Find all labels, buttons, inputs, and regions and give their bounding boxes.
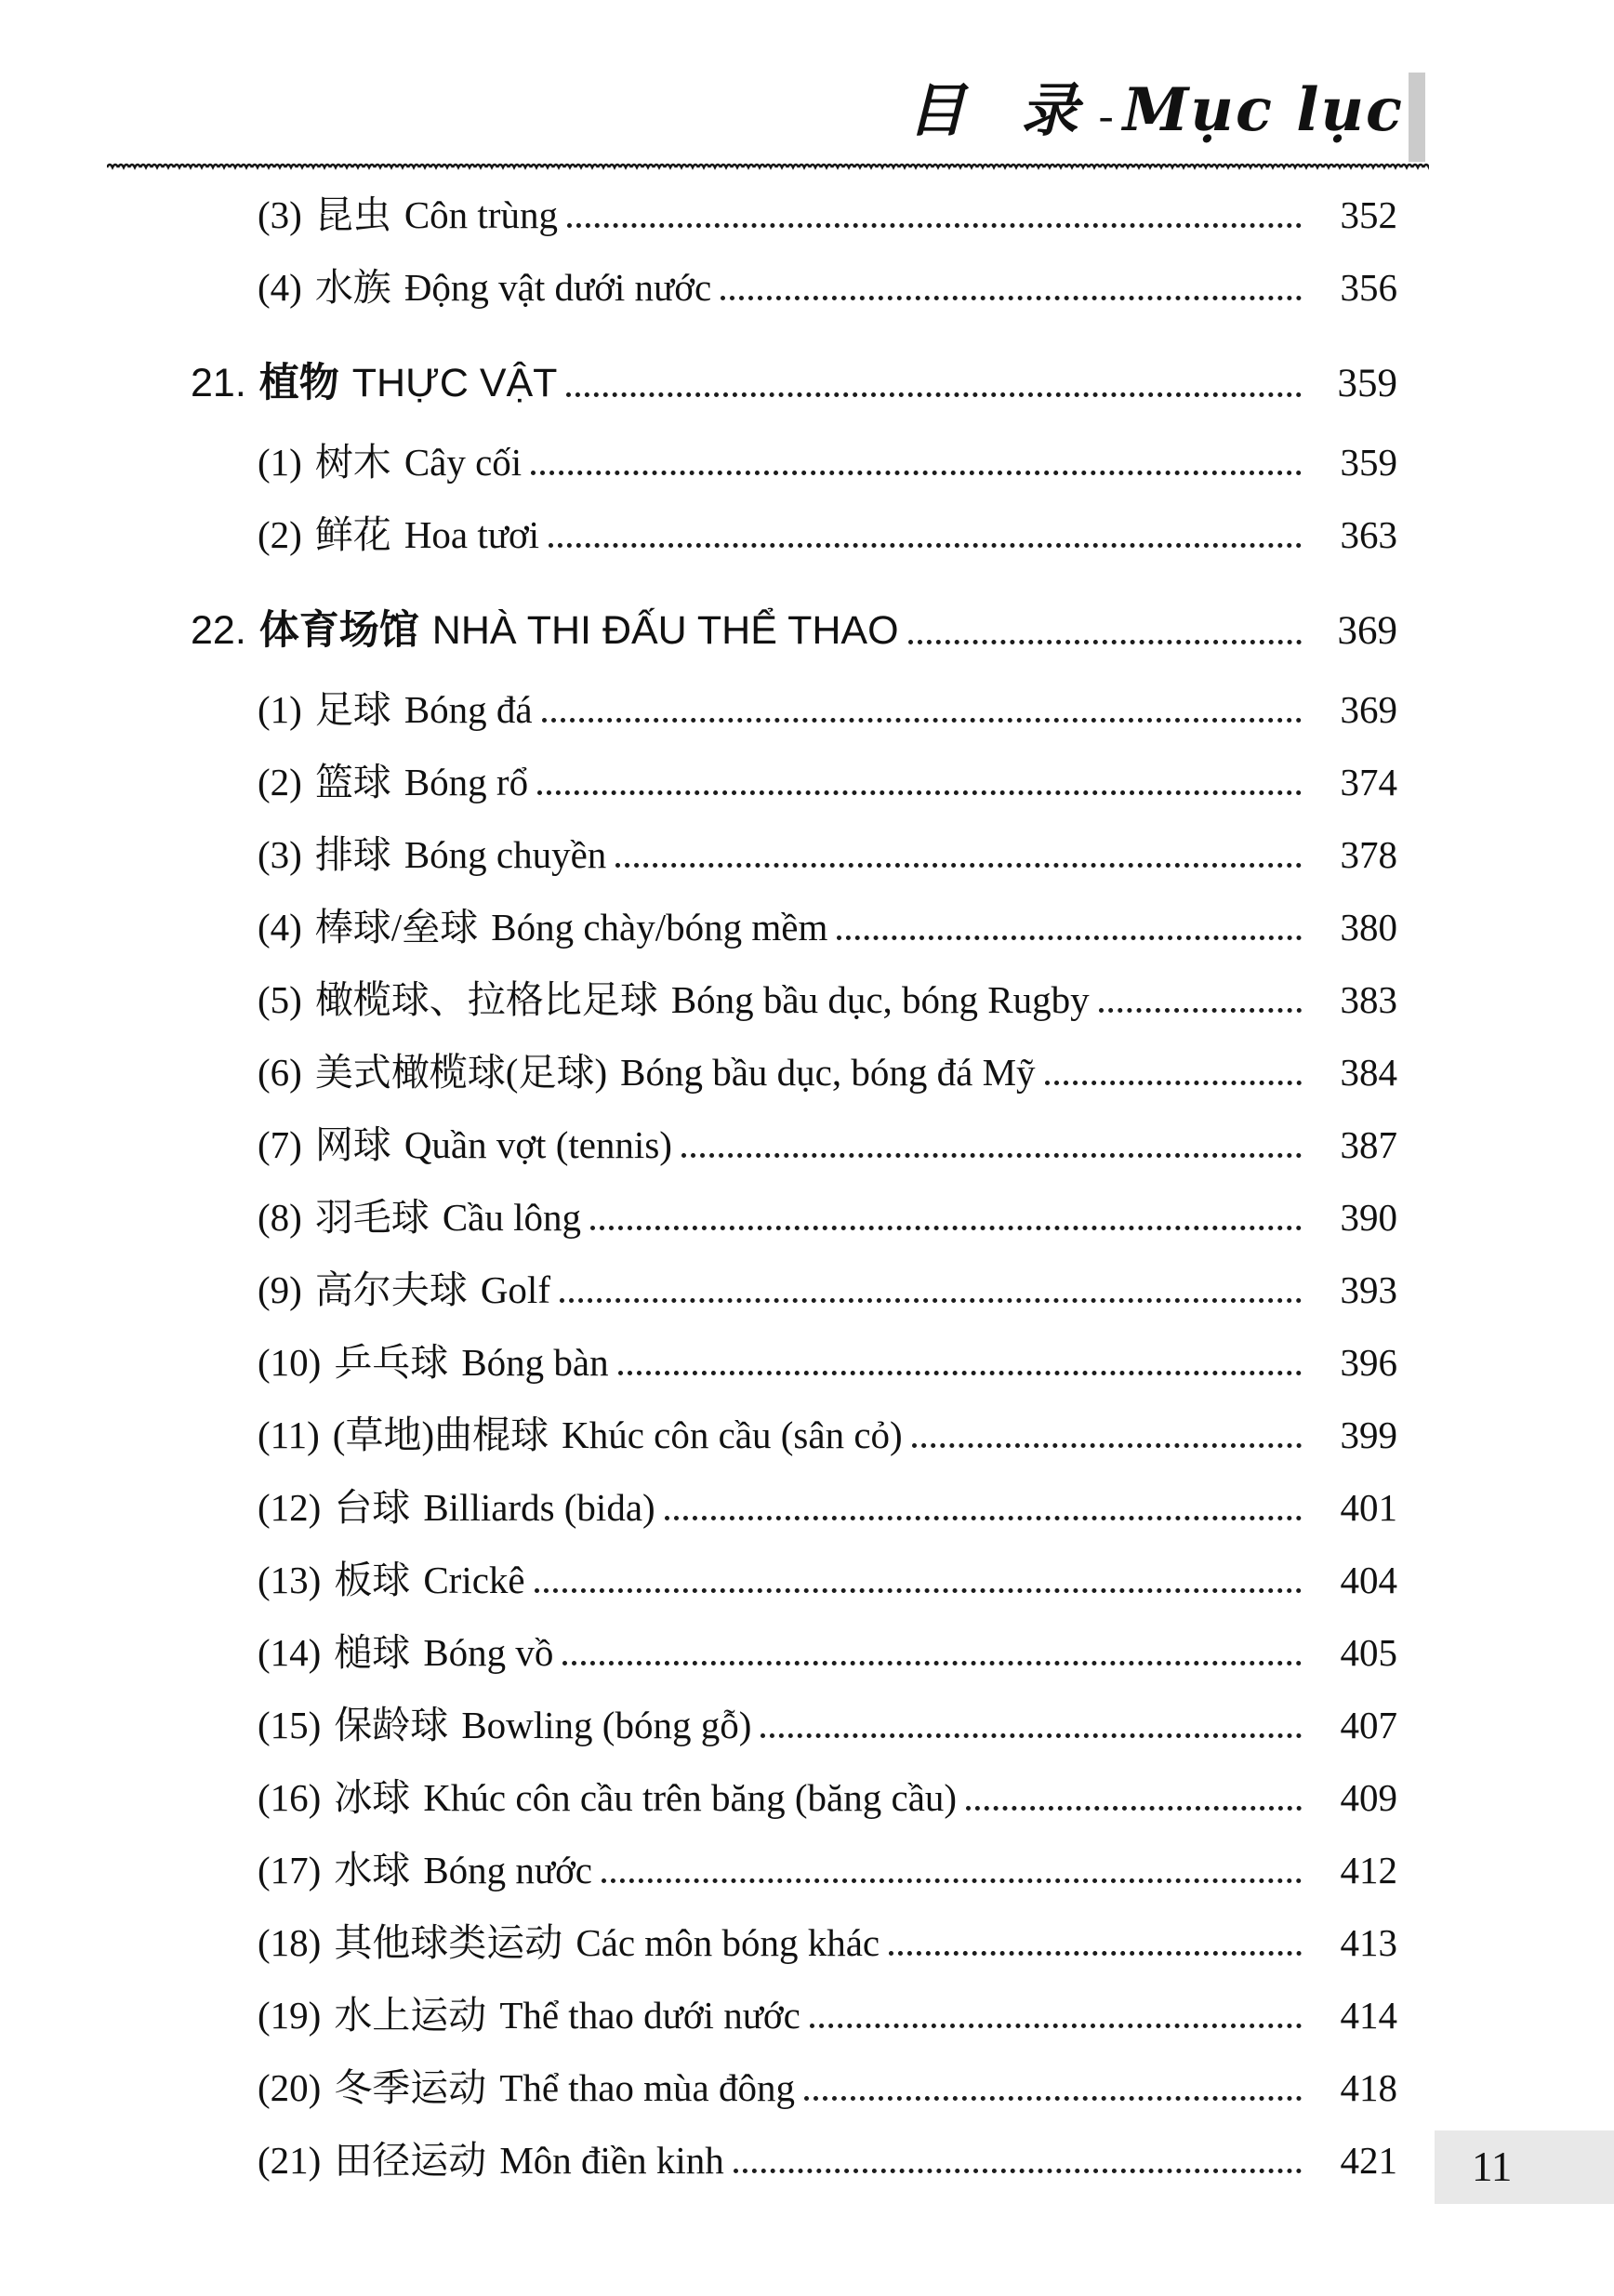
entry-vietnamese-label: Hoa tươi xyxy=(404,513,540,556)
entry-number: (5) xyxy=(258,978,302,1021)
entry-page-number: 378 xyxy=(1340,833,1397,876)
entry-number: (11) xyxy=(258,1413,320,1456)
page-number-box xyxy=(1435,2130,1614,2204)
entry-number: (1) xyxy=(258,688,302,731)
entry-chinese-label: 体育场馆 xyxy=(258,608,419,653)
toc-item-row xyxy=(191,179,1397,251)
toc-item-row xyxy=(191,1108,1397,1181)
toc-item-row xyxy=(191,1036,1397,1108)
toc-item-row xyxy=(191,1254,1397,1326)
entry-chinese-label: 台球 xyxy=(334,1486,411,1529)
entry-number: (10) xyxy=(258,1341,322,1384)
entry-chinese-label: (草地)曲棍球 xyxy=(332,1413,549,1456)
toc-item-row xyxy=(191,818,1397,891)
dot-leader xyxy=(1099,1008,1302,1013)
toc-item-row xyxy=(191,1544,1397,1616)
dot-leader xyxy=(560,1298,1302,1303)
toc-item-row xyxy=(191,1689,1397,1761)
entry-chinese-label: 橄榄球、拉格比足球 xyxy=(314,978,658,1021)
toc-item-row xyxy=(191,1979,1397,2051)
entry-chinese-label: 排球 xyxy=(314,833,391,876)
entry-page-number: 412 xyxy=(1340,1849,1397,1891)
dot-leader xyxy=(531,471,1302,475)
page-number: 11 xyxy=(1472,2143,1513,2190)
entry-vietnamese-label: Môn điền kinh xyxy=(499,2139,724,2182)
entry-number: (3) xyxy=(258,833,302,876)
title-separator: - xyxy=(1098,91,1114,140)
entry-vietnamese-label: Bóng rổ xyxy=(404,761,529,803)
entry-number: 21. xyxy=(191,361,246,405)
entry-number: (14) xyxy=(258,1631,322,1674)
entry-chinese-label: 植物 xyxy=(258,361,339,405)
entry-number: (2) xyxy=(258,761,302,803)
entry-page-number: 359 xyxy=(1337,362,1397,405)
entry-page-number: 396 xyxy=(1340,1341,1397,1384)
entry-vietnamese-label: THỰC VẬT xyxy=(351,361,558,405)
entry-page-number: 413 xyxy=(1340,1921,1397,1964)
entry-vietnamese-label: Bóng chuyền xyxy=(404,833,607,876)
entry-page-number: 390 xyxy=(1340,1196,1397,1239)
dot-leader xyxy=(618,1371,1302,1375)
entry-chinese-label: 棒球/垒球 xyxy=(314,906,479,949)
entry-page-number: 369 xyxy=(1337,609,1397,653)
entry-chinese-label: 羽毛球 xyxy=(314,1196,430,1239)
entry-vietnamese-label: Động vật dưới nước xyxy=(404,266,712,309)
dot-leader xyxy=(566,392,1302,397)
entry-vietnamese-label: Khúc côn cầu (sân cỏ) xyxy=(562,1413,903,1456)
entry-number: (8) xyxy=(258,1196,302,1239)
entry-chinese-label: 槌球 xyxy=(334,1631,411,1674)
entry-page-number: 356 xyxy=(1340,266,1397,309)
dot-leader xyxy=(537,790,1302,795)
entry-page-number: 405 xyxy=(1340,1631,1397,1674)
entry-page-number: 384 xyxy=(1340,1051,1397,1094)
entry-page-number: 407 xyxy=(1340,1704,1397,1746)
dot-leader xyxy=(761,1733,1302,1738)
toc-item-row xyxy=(191,1834,1397,1906)
entry-vietnamese-label: Billiards (bida) xyxy=(423,1486,655,1529)
entry-vietnamese-label: Bóng nước xyxy=(423,1849,593,1891)
title-chinese: 目 录 xyxy=(907,80,1099,143)
dot-leader xyxy=(721,296,1302,300)
entry-number: (17) xyxy=(258,1849,322,1891)
entry-number: (4) xyxy=(258,266,302,309)
entry-chinese-label: 昆虫 xyxy=(314,193,391,236)
dot-leader xyxy=(810,2024,1302,2028)
entry-chinese-label: 足球 xyxy=(314,688,391,731)
dot-leader xyxy=(602,1878,1302,1883)
toc-item-row xyxy=(191,1616,1397,1689)
entry-vietnamese-label: Các môn bóng khác xyxy=(575,1921,880,1964)
entry-number: (13) xyxy=(258,1559,322,1601)
entry-number: (3) xyxy=(258,193,302,236)
toc-item-row xyxy=(191,1761,1397,1834)
entry-number: (1) xyxy=(258,441,302,484)
entry-number: (16) xyxy=(258,1776,322,1819)
entry-chinese-label: 美式橄榄球(足球) xyxy=(314,1051,608,1094)
entry-page-number: 369 xyxy=(1340,688,1397,731)
toc-item-row xyxy=(191,891,1397,963)
entry-chinese-label: 水族 xyxy=(314,266,391,309)
toc-item-row xyxy=(191,1906,1397,1979)
title-vietnamese: Mục lục xyxy=(1122,75,1404,145)
toc-item-row xyxy=(191,1399,1397,1471)
entry-chinese-label: 保龄球 xyxy=(334,1704,449,1746)
entry-vietnamese-label: Cầu lông xyxy=(442,1196,581,1239)
entry-page-number: 387 xyxy=(1340,1123,1397,1166)
entry-page-number: 401 xyxy=(1340,1486,1397,1529)
entry-page-number: 421 xyxy=(1340,2139,1397,2182)
entry-number: (4) xyxy=(258,906,302,949)
dot-leader xyxy=(734,2169,1302,2173)
wavy-rule-graphic xyxy=(107,161,1429,170)
entry-chinese-label: 板球 xyxy=(334,1559,411,1601)
toc-heading-row xyxy=(191,588,1397,673)
toc-item-row xyxy=(191,1326,1397,1399)
entry-number: (15) xyxy=(258,1704,322,1746)
header-accent-bar xyxy=(1409,73,1425,162)
entry-page-number: 359 xyxy=(1340,441,1397,484)
entry-vietnamese-label: Côn trùng xyxy=(404,193,558,236)
entry-chinese-label: 高尔夫球 xyxy=(314,1268,468,1311)
toc-item-row xyxy=(191,963,1397,1036)
toc-item-row xyxy=(191,1181,1397,1254)
toc-list xyxy=(191,179,1397,2196)
entry-vietnamese-label: Crickê xyxy=(423,1559,525,1601)
toc-item-row xyxy=(191,2051,1397,2124)
entry-chinese-label: 树木 xyxy=(314,441,391,484)
entry-vietnamese-label: Thể thao mùa đông xyxy=(499,2066,795,2109)
entry-page-number: 404 xyxy=(1340,1559,1397,1601)
dot-leader xyxy=(1045,1081,1302,1085)
entry-number: (20) xyxy=(258,2066,322,2109)
dot-leader xyxy=(681,1153,1302,1158)
entry-vietnamese-label: NHÀ THI ĐẤU THỂ THAO xyxy=(431,608,899,653)
entry-chinese-label: 网球 xyxy=(314,1123,391,1166)
dot-leader xyxy=(567,223,1302,228)
entry-number: (21) xyxy=(258,2139,322,2182)
entry-number: (7) xyxy=(258,1123,302,1166)
page-header-title xyxy=(907,75,1404,145)
dot-leader xyxy=(549,543,1302,548)
toc-item-row xyxy=(191,673,1397,746)
entry-page-number: 393 xyxy=(1340,1268,1397,1311)
entry-number: (18) xyxy=(258,1921,322,1964)
dot-leader xyxy=(837,936,1302,940)
entry-chinese-label: 鲜花 xyxy=(314,513,391,556)
entry-chinese-label: 水上运动 xyxy=(334,1994,487,2037)
dot-leader xyxy=(562,1661,1302,1666)
entry-chinese-label: 乒乓球 xyxy=(334,1341,449,1384)
toc-item-row xyxy=(191,746,1397,818)
header-rule xyxy=(107,158,1429,167)
entry-number: (6) xyxy=(258,1051,302,1094)
entry-page-number: 383 xyxy=(1340,978,1397,1021)
entry-vietnamese-label: Bowling (bóng gỗ) xyxy=(461,1704,752,1746)
entry-vietnamese-label: Golf xyxy=(480,1268,550,1311)
entry-vietnamese-label: Thể thao dưới nước xyxy=(499,1994,800,2037)
entry-chinese-label: 冬季运动 xyxy=(334,2066,487,2109)
toc-item-row xyxy=(191,251,1397,324)
entry-page-number: 380 xyxy=(1340,906,1397,949)
entry-page-number: 409 xyxy=(1340,1776,1397,1819)
entry-chinese-label: 水球 xyxy=(334,1849,411,1891)
entry-vietnamese-label: Bóng bàn xyxy=(461,1341,609,1384)
entry-chinese-label: 篮球 xyxy=(314,761,391,803)
entry-vietnamese-label: Bóng chày/bóng mềm xyxy=(491,906,828,949)
entry-number: (19) xyxy=(258,1994,322,2037)
entry-chinese-label: 田径运动 xyxy=(334,2139,487,2182)
entry-page-number: 399 xyxy=(1340,1413,1397,1456)
toc-item-row xyxy=(191,426,1397,498)
entry-number: 22. xyxy=(191,608,246,653)
dot-leader xyxy=(804,2096,1302,2101)
entry-chinese-label: 其他球类运动 xyxy=(334,1921,563,1964)
entry-vietnamese-label: Cây cối xyxy=(404,441,523,484)
entry-chinese-label: 冰球 xyxy=(334,1776,411,1819)
toc-item-row xyxy=(191,498,1397,571)
dot-leader xyxy=(908,640,1302,644)
dot-leader xyxy=(889,1951,1302,1956)
entry-number: (2) xyxy=(258,513,302,556)
entry-vietnamese-label: Bóng đá xyxy=(404,688,533,731)
entry-vietnamese-label: Bóng vồ xyxy=(423,1631,554,1674)
entry-vietnamese-label: Bóng bầu dục, bóng đá Mỹ xyxy=(620,1051,1036,1094)
dot-leader xyxy=(542,718,1302,723)
entry-page-number: 414 xyxy=(1340,1994,1397,2037)
entry-vietnamese-label: Quần vợt (tennis) xyxy=(404,1123,672,1166)
entry-vietnamese-label: Khúc côn cầu trên băng (băng cầu) xyxy=(423,1776,958,1819)
toc-heading-row xyxy=(191,340,1397,426)
toc-item-row xyxy=(191,2124,1397,2196)
dot-leader xyxy=(665,1516,1302,1520)
entry-page-number: 418 xyxy=(1340,2066,1397,2109)
entry-vietnamese-label: Bóng bầu dục, bóng Rugby xyxy=(670,978,1090,1021)
dot-leader xyxy=(535,1588,1302,1593)
dot-leader xyxy=(590,1226,1302,1230)
dot-leader xyxy=(912,1443,1302,1448)
entry-page-number: 352 xyxy=(1340,193,1397,236)
entry-number: (9) xyxy=(258,1268,302,1311)
entry-page-number: 363 xyxy=(1340,513,1397,556)
entry-number: (12) xyxy=(258,1486,322,1529)
dot-leader xyxy=(966,1806,1302,1811)
toc-item-row xyxy=(191,1471,1397,1544)
entry-page-number: 374 xyxy=(1340,761,1397,803)
dot-leader xyxy=(615,863,1302,868)
